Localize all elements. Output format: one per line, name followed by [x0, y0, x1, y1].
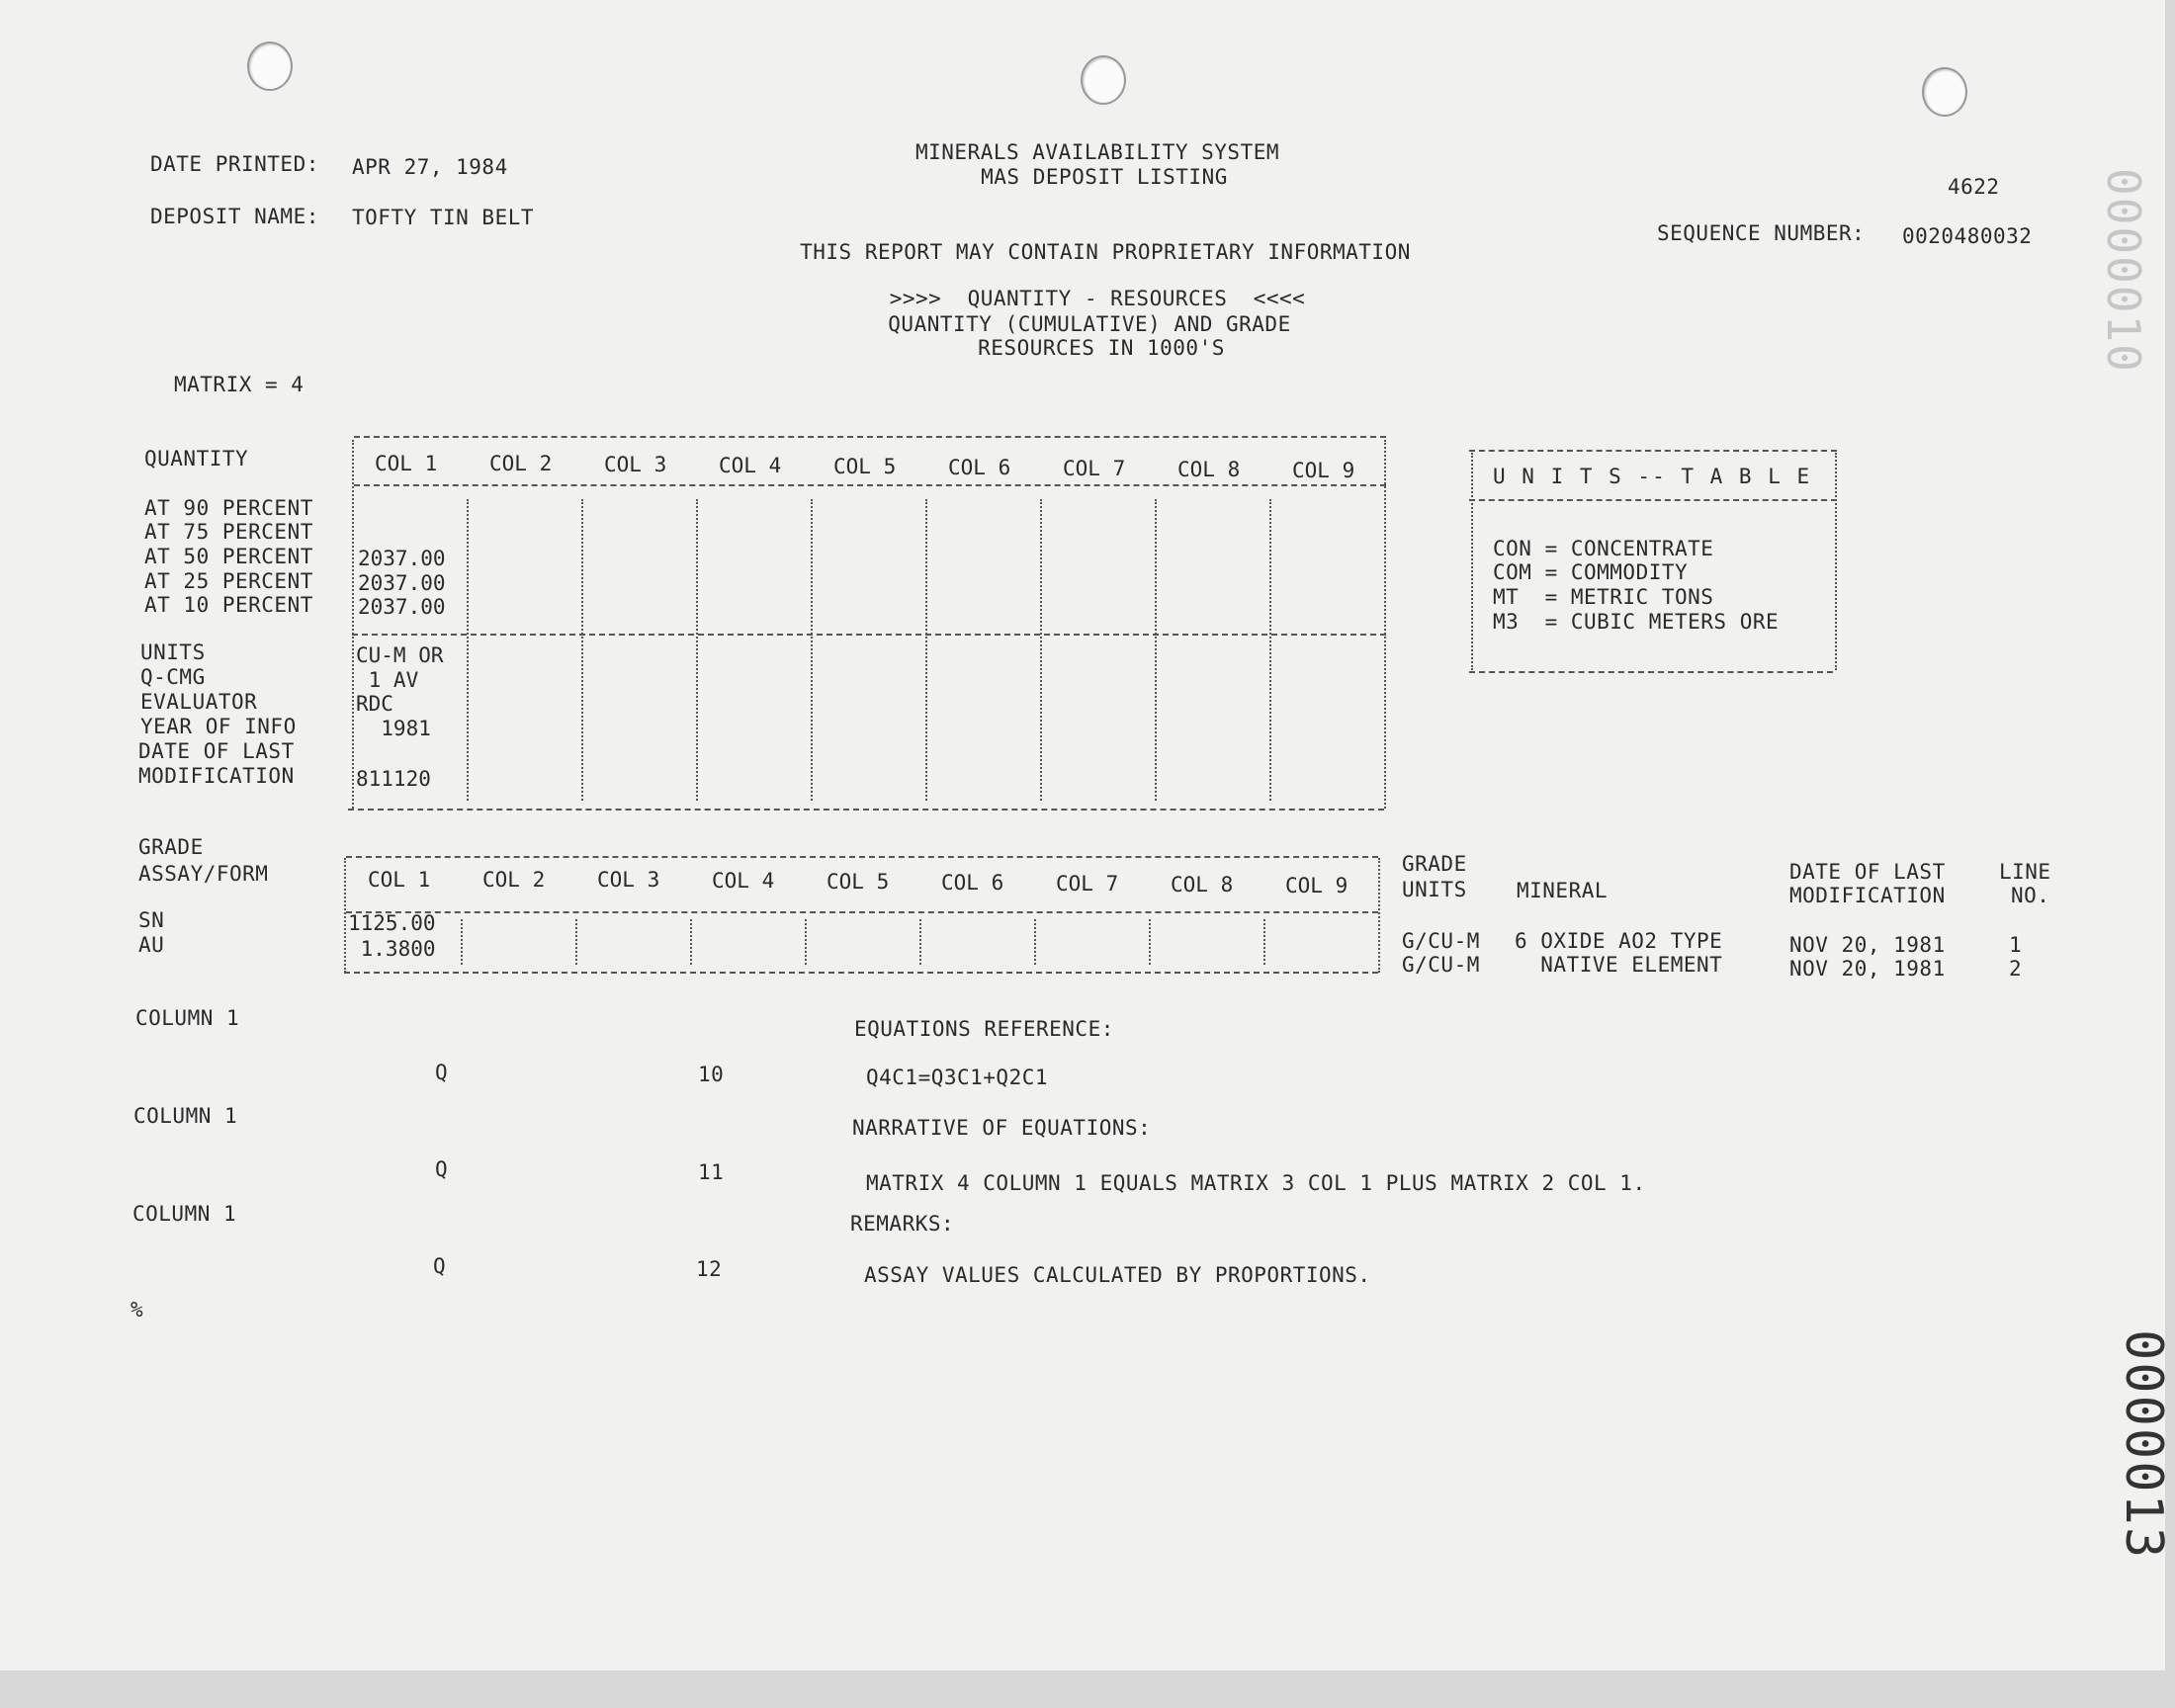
- quantity-table-left-border: [352, 440, 354, 809]
- meta-row-label: YEAR OF INFO: [140, 715, 297, 738]
- grade-column-header: COL 4: [712, 869, 775, 893]
- note-column-label: COLUMN 1: [132, 1202, 237, 1226]
- grade-row-label: SN: [138, 908, 165, 932]
- grade-row-units: G/CU-M: [1402, 953, 1480, 977]
- grade-row-mineral: NATIVE ELEMENT: [1515, 953, 1723, 977]
- units-table-left-border: [1471, 453, 1473, 670]
- sequence-number-value: 0020480032: [1902, 224, 2033, 248]
- units-table-top-border: [1469, 450, 1837, 452]
- quantity-column-header: COL 7: [1063, 457, 1126, 480]
- note-column-label: COLUMN 1: [133, 1104, 238, 1128]
- listing-title: MAS DEPOSIT LISTING: [981, 165, 1228, 189]
- note-text: Q4C1=Q3C1+Q2C1: [866, 1066, 1049, 1089]
- quantity-label: QUANTITY: [144, 447, 249, 470]
- grade-column-header: COL 7: [1056, 872, 1119, 896]
- meta-cell-col1: CU-M OR: [356, 643, 444, 667]
- meta-cell-col1: 1981: [356, 717, 431, 740]
- quantity-column-header: COL 6: [948, 456, 1011, 479]
- quantity-row-label: AT 10 PERCENT: [144, 593, 313, 617]
- units-table-entry: CON = CONCENTRATE: [1493, 537, 1714, 560]
- note-number: 11: [698, 1160, 725, 1184]
- grade-column-separator: [1149, 919, 1151, 965]
- units-table-entry: M3 = CUBIC METERS ORE: [1493, 610, 1780, 634]
- quantity-column-separator: [581, 499, 583, 801]
- quantity-column-header: COL 1: [375, 452, 438, 475]
- grade-column-separator: [1263, 919, 1265, 965]
- punch-hole-right: [1922, 67, 1967, 117]
- grade-column-header: COL 1: [368, 868, 431, 892]
- date-printed-value: APR 27, 1984: [352, 155, 508, 179]
- line-header: LINE: [1999, 860, 2051, 884]
- quantity-column-separator: [1040, 499, 1042, 801]
- quantity-table-right-border: [1384, 440, 1386, 809]
- note-heading: NARRATIVE OF EQUATIONS:: [852, 1116, 1152, 1140]
- grade-cell-col1: 1125.00: [348, 911, 436, 935]
- grade-column-header: COL 2: [482, 868, 546, 892]
- note-heading: EQUATIONS REFERENCE:: [854, 1017, 1114, 1041]
- quantity-cell-col1: 2037.00: [358, 595, 446, 619]
- assay-form-label: ASSAY/FORM: [138, 862, 269, 886]
- meta-row-label: UNITS: [140, 640, 206, 664]
- matrix-label: MATRIX = 4: [174, 373, 304, 396]
- date-header: DATE OF LAST: [1789, 860, 1946, 884]
- note-code: Q: [435, 1157, 449, 1181]
- grade-column-separator: [919, 919, 921, 965]
- note-heading: REMARKS:: [850, 1212, 955, 1236]
- units-table-entry: COM = COMMODITY: [1493, 560, 1689, 584]
- grade-row-mineral: 6 OXIDE AO2 TYPE: [1515, 929, 1723, 953]
- grade-header-divider: [346, 911, 1378, 913]
- quantity-row-label: AT 75 PERCENT: [144, 520, 313, 544]
- note-number: 10: [698, 1063, 725, 1086]
- quantity-row-label: AT 25 PERCENT: [144, 569, 313, 593]
- grade-table-right-border: [1378, 858, 1380, 973]
- quantity-column-header: COL 2: [489, 452, 553, 475]
- quantity-column-separator: [1269, 499, 1271, 801]
- meta-cell-col1: RDC: [356, 692, 393, 716]
- faint-stamp-number: 0000010: [2097, 168, 2150, 374]
- date-header: MODIFICATION: [1789, 884, 1946, 907]
- grade-row-line-number: 2: [2009, 957, 2023, 981]
- quantity-column-separator: [811, 499, 813, 801]
- punch-hole-left: [247, 42, 293, 91]
- line-header: NO.: [2011, 884, 2050, 907]
- sequence-number-label: SEQUENCE NUMBER:: [1657, 221, 1866, 245]
- grade-units-header: GRADE: [1402, 852, 1467, 876]
- quantity-column-header: COL 9: [1292, 459, 1355, 482]
- system-title: MINERALS AVAILABILITY SYSTEM: [914, 140, 1280, 164]
- meta-row-label: Q-CMG: [140, 665, 206, 689]
- grade-label: GRADE: [138, 835, 204, 859]
- grade-row-units: G/CU-M: [1402, 929, 1480, 953]
- meta-cell-col1: 811120: [356, 767, 431, 791]
- grade-column-separator: [575, 919, 577, 965]
- units-table-entry: MT = METRIC TONS: [1493, 585, 1714, 609]
- note-text: MATRIX 4 COLUMN 1 EQUALS MATRIX 3 COL 1 PLUS MATRIX 2 COL 1.: [866, 1171, 1646, 1195]
- meta-row-label: DATE OF LAST: [138, 739, 295, 763]
- meta-cell-col1: 1 AV: [356, 668, 419, 692]
- quantity-column-separator: [925, 499, 927, 801]
- deposit-name-label: DEPOSIT NAME:: [150, 205, 319, 228]
- quantity-column-header: COL 8: [1177, 458, 1241, 481]
- quantity-row-label: AT 90 PERCENT: [144, 496, 313, 520]
- note-number: 12: [696, 1257, 723, 1281]
- quantity-column-header: COL 3: [604, 453, 667, 476]
- units-table-right-border: [1835, 453, 1837, 670]
- grade-row-line-number: 1: [2009, 933, 2023, 957]
- grade-column-separator: [461, 919, 463, 965]
- grade-row-date: NOV 20, 1981: [1789, 957, 1946, 981]
- proprietary-notice: THIS REPORT MAY CONTAIN PROPRIETARY INFORMATION: [800, 240, 1411, 264]
- section-title: >>>> QUANTITY - RESOURCES <<<<: [889, 287, 1306, 310]
- grade-column-separator: [690, 919, 692, 965]
- grade-column-header: COL 9: [1285, 874, 1348, 897]
- grade-units-header: UNITS: [1402, 878, 1467, 901]
- quantity-column-header: COL 4: [719, 454, 782, 477]
- date-printed-label: DATE PRINTED:: [150, 152, 319, 176]
- quantity-table-bottom-border: [348, 809, 1384, 811]
- quantity-column-separator: [1155, 499, 1157, 801]
- meta-row-label: MODIFICATION: [138, 764, 295, 788]
- grade-column-separator: [1034, 919, 1036, 965]
- quantity-row-label: AT 50 PERCENT: [144, 545, 313, 568]
- section-subtitle-2: RESOURCES IN 1000'S: [978, 336, 1225, 360]
- grade-column-header: COL 6: [941, 871, 1004, 895]
- note-code: Q: [433, 1254, 447, 1278]
- page-number: 4622: [1948, 175, 2000, 199]
- document-stamp-number: 0000013: [2114, 1329, 2173, 1561]
- grade-column-separator: [805, 919, 807, 965]
- grade-column-header: COL 5: [826, 870, 890, 894]
- quantity-column-separator: [696, 499, 698, 801]
- grade-cell-col1: 1.3800: [348, 937, 436, 961]
- grade-row-date: NOV 20, 1981: [1789, 933, 1946, 957]
- quantity-column-separator: [467, 499, 469, 801]
- grade-column-header: COL 8: [1171, 873, 1234, 897]
- meta-row-label: EVALUATOR: [140, 690, 258, 714]
- section-subtitle-1: QUANTITY (CUMULATIVE) AND GRADE: [888, 312, 1291, 336]
- end-of-report-mark: %: [130, 1298, 144, 1322]
- quantity-cell-col1: 2037.00: [358, 547, 446, 570]
- deposit-name-value: TOFTY TIN BELT: [352, 206, 535, 229]
- units-table-bottom-border: [1469, 671, 1833, 673]
- note-code: Q: [435, 1061, 449, 1084]
- quantity-cell-col1: 2037.00: [358, 571, 446, 595]
- mineral-header: MINERAL: [1517, 879, 1609, 902]
- quantity-column-header: COL 5: [833, 455, 897, 478]
- units-table-title: U N I T S -- T A B L E: [1493, 465, 1812, 488]
- grade-table-bottom-border: [344, 972, 1378, 974]
- units-table-header-divider: [1469, 499, 1837, 501]
- grade-table-top-border: [346, 856, 1378, 858]
- grade-row-label: AU: [138, 933, 165, 957]
- note-column-label: COLUMN 1: [135, 1006, 240, 1030]
- note-text: ASSAY VALUES CALCULATED BY PROPORTIONS.: [864, 1263, 1371, 1287]
- quantity-meta-divider: [352, 634, 1386, 636]
- quantity-table-top-border: [354, 436, 1386, 438]
- punch-hole-center: [1081, 55, 1126, 105]
- grade-column-header: COL 3: [597, 868, 660, 892]
- quantity-header-divider: [354, 484, 1386, 486]
- grade-table-left-border: [344, 858, 346, 973]
